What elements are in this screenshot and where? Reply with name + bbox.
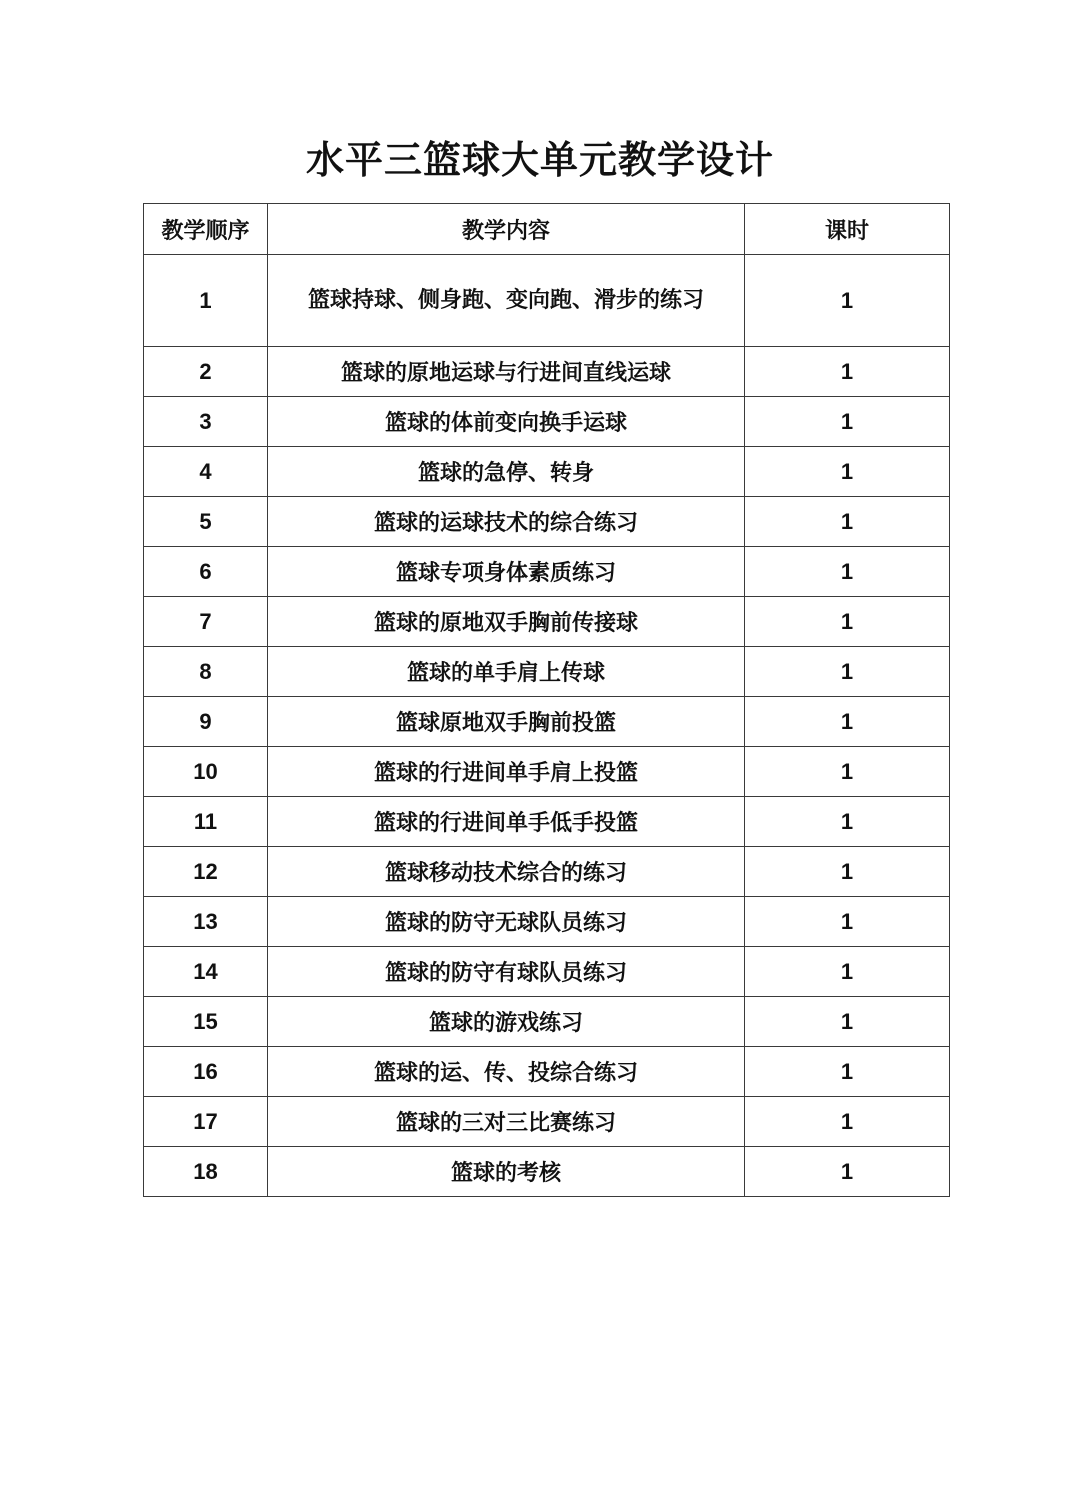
cell-hours: 1 xyxy=(745,997,950,1047)
cell-hours: 1 xyxy=(745,255,950,347)
table-row xyxy=(144,947,950,997)
cell-content: 篮球的原地双手胸前传接球 xyxy=(268,597,745,647)
cell-content: 篮球的防守有球队员练习 xyxy=(268,947,745,997)
cell-order: 15 xyxy=(144,997,268,1047)
table-header-row xyxy=(144,204,950,255)
table-row xyxy=(144,597,950,647)
table-row xyxy=(144,1047,950,1097)
header-content: 教学内容 xyxy=(268,204,745,255)
table-body xyxy=(144,255,950,1197)
cell-hours: 1 xyxy=(745,447,950,497)
cell-hours: 1 xyxy=(745,697,950,747)
table-row xyxy=(144,997,950,1047)
table-row xyxy=(144,255,950,347)
cell-order: 1 xyxy=(144,255,268,347)
cell-hours: 1 xyxy=(745,947,950,997)
table-row xyxy=(144,697,950,747)
cell-hours: 1 xyxy=(745,1097,950,1147)
table-row xyxy=(144,847,950,897)
cell-hours: 1 xyxy=(745,797,950,847)
lesson-plan-table xyxy=(143,203,950,1197)
cell-order: 14 xyxy=(144,947,268,997)
cell-order: 9 xyxy=(144,697,268,747)
header-hours: 课时 xyxy=(745,204,950,255)
cell-content: 篮球的运球技术的综合练习 xyxy=(268,497,745,547)
cell-content xyxy=(268,255,745,347)
cell-content-text: 篮球持球、侧身跑、变向跑、滑步的练习 xyxy=(307,287,704,313)
cell-hours: 1 xyxy=(745,897,950,947)
cell-hours: 1 xyxy=(745,1047,950,1097)
cell-content: 篮球原地双手胸前投篮 xyxy=(268,697,745,747)
table-row xyxy=(144,1147,950,1197)
cell-hours: 1 xyxy=(745,747,950,797)
cell-hours: 1 xyxy=(745,597,950,647)
table-row xyxy=(144,397,950,447)
cell-content: 篮球的体前变向换手运球 xyxy=(268,397,745,447)
cell-content: 篮球的三对三比赛练习 xyxy=(268,1097,745,1147)
cell-content: 篮球的运、传、投综合练习 xyxy=(268,1047,745,1097)
cell-content: 篮球移动技术综合的练习 xyxy=(268,847,745,897)
table-row xyxy=(144,797,950,847)
cell-content: 篮球的急停、转身 xyxy=(268,447,745,497)
cell-order: 11 xyxy=(144,797,268,847)
cell-order: 2 xyxy=(144,347,268,397)
cell-order: 5 xyxy=(144,497,268,547)
table-row xyxy=(144,347,950,397)
cell-content: 篮球的考核 xyxy=(268,1147,745,1197)
table-row xyxy=(144,1097,950,1147)
cell-order: 8 xyxy=(144,647,268,697)
table-row xyxy=(144,547,950,597)
cell-content: 篮球的原地运球与行进间直线运球 xyxy=(268,347,745,397)
cell-content: 篮球的行进间单手肩上投篮 xyxy=(268,747,745,797)
cell-content: 篮球专项身体素质练习 xyxy=(268,547,745,597)
cell-content: 篮球的防守无球队员练习 xyxy=(268,897,745,947)
cell-order: 17 xyxy=(144,1097,268,1147)
cell-order: 7 xyxy=(144,597,268,647)
cell-hours: 1 xyxy=(745,497,950,547)
cell-hours: 1 xyxy=(745,547,950,597)
cell-hours: 1 xyxy=(745,647,950,697)
cell-hours: 1 xyxy=(745,847,950,897)
cell-order: 6 xyxy=(144,547,268,597)
cell-hours: 1 xyxy=(745,397,950,447)
cell-order: 3 xyxy=(144,397,268,447)
table-row xyxy=(144,747,950,797)
cell-hours: 1 xyxy=(745,347,950,397)
cell-order: 18 xyxy=(144,1147,268,1197)
cell-content: 篮球的行进间单手低手投篮 xyxy=(268,797,745,847)
cell-content: 篮球的游戏练习 xyxy=(268,997,745,1047)
cell-hours: 1 xyxy=(745,1147,950,1197)
table-row xyxy=(144,647,950,697)
cell-order: 16 xyxy=(144,1047,268,1097)
table-row xyxy=(144,897,950,947)
cell-order: 13 xyxy=(144,897,268,947)
page-title: 水平三篮球大单元教学设计 xyxy=(305,138,774,182)
cell-content: 篮球的单手肩上传球 xyxy=(268,647,745,697)
table-row xyxy=(144,447,950,497)
header-order: 教学顺序 xyxy=(144,204,268,255)
table-row xyxy=(144,497,950,547)
cell-order: 10 xyxy=(144,747,268,797)
cell-order: 4 xyxy=(144,447,268,497)
cell-order: 12 xyxy=(144,847,268,897)
